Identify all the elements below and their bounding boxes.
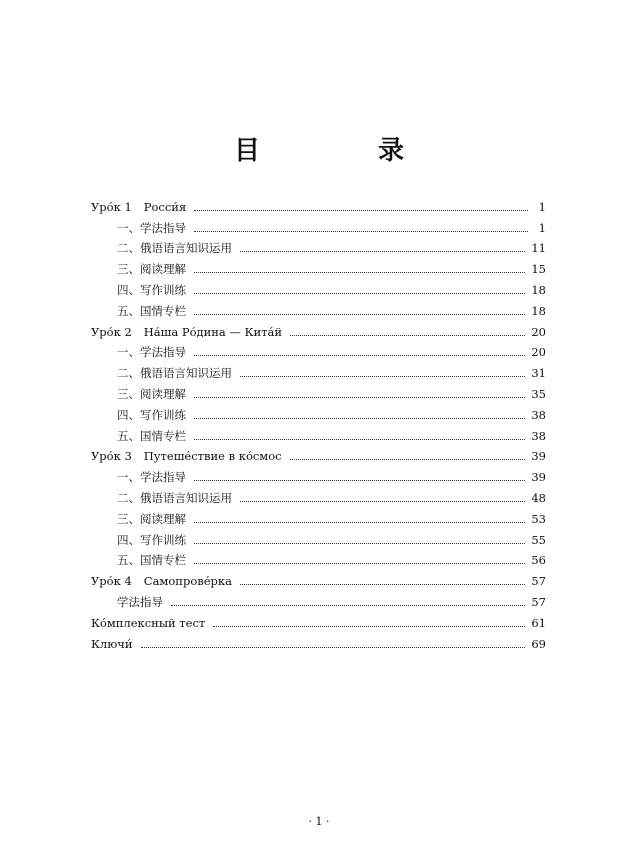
toc-leader-dots	[194, 522, 525, 523]
toc-page-number: 57	[531, 594, 546, 609]
toc-leader-dots	[290, 459, 526, 460]
toc-entry-title: Самопрове́рка	[143, 574, 232, 589]
toc-entry[interactable]	[91, 276, 546, 297]
toc-entry-title: 三、阅读理解	[117, 511, 186, 526]
toc-page-number: 56	[531, 553, 546, 568]
toc-leader-dots	[194, 293, 525, 294]
toc-leader-dots	[194, 314, 525, 315]
toc-page-number: 20	[531, 345, 546, 360]
toc-leader-dots	[194, 480, 525, 481]
toc-leader-dots	[141, 647, 526, 648]
toc-leader-dots	[240, 251, 525, 252]
toc-entry-title: 五、国情专栏	[117, 303, 186, 318]
toc-page-number: 1	[538, 199, 546, 214]
toc-entry[interactable]	[91, 588, 546, 609]
toc-entry[interactable]	[91, 193, 546, 214]
toc-page-number: 69	[531, 636, 546, 651]
toc-entry-title: 四、写作训练	[117, 282, 186, 297]
toc-page-number: 15	[531, 262, 546, 277]
toc-page-number: 38	[531, 407, 546, 422]
toc-entry[interactable]	[91, 214, 546, 235]
toc-page-number: 18	[531, 303, 546, 318]
toc-lesson-label: Уро́к 4	[91, 574, 132, 589]
toc-entry-title: 四、写作训练	[117, 407, 186, 422]
toc-entry[interactable]	[91, 630, 546, 651]
toc-entry[interactable]	[91, 609, 546, 630]
toc-entry[interactable]	[91, 318, 546, 339]
toc-entry[interactable]	[91, 359, 546, 380]
toc-page-number: 20	[531, 324, 546, 339]
toc-page-number: 61	[531, 615, 546, 630]
toc-entry-title: 五、国情专栏	[117, 428, 186, 443]
toc-entry-title: 一、学法指导	[117, 470, 186, 485]
toc-entry-title: 二、俄语语言知识运用	[117, 490, 232, 505]
toc-leader-dots	[194, 439, 525, 440]
toc-leader-dots	[194, 210, 528, 211]
toc-entry[interactable]	[91, 297, 546, 318]
toc-entry-title: Путеше́ствие в ко́смос	[143, 449, 282, 464]
toc-leader-dots	[194, 231, 528, 232]
toc-lesson-label: Уро́к 1	[91, 199, 132, 214]
toc-entry-title: 三、阅读理解	[117, 386, 186, 401]
toc-entry-title: На́ша Ро́дина — Кита́й	[143, 324, 283, 339]
toc-entry[interactable]	[91, 380, 546, 401]
page-title: 目 录	[233, 136, 450, 166]
toc-page-number: 55	[531, 532, 546, 547]
toc-leader-dots	[240, 376, 525, 377]
toc-entry[interactable]	[91, 526, 546, 547]
toc-lesson-label: Уро́к 2	[91, 324, 132, 339]
toc-entry[interactable]	[91, 505, 546, 526]
toc-leader-dots	[194, 418, 525, 419]
toc-leader-dots	[194, 563, 525, 564]
toc-entry[interactable]	[91, 463, 546, 484]
toc-entry-title: 一、学法指导	[117, 345, 186, 360]
toc-page-number: 11	[531, 241, 546, 256]
toc-page-number: 48	[531, 490, 546, 505]
toc-entry[interactable]	[91, 567, 546, 588]
toc-entry[interactable]	[91, 255, 546, 276]
toc-entry-title: 二、俄语语言知识运用	[117, 241, 232, 256]
toc-leader-dots	[194, 355, 525, 356]
toc-lesson-label: Уро́к 3	[91, 449, 132, 464]
toc-page-number: 38	[531, 428, 546, 443]
toc-leader-dots	[194, 543, 525, 544]
toc-leader-dots	[194, 272, 525, 273]
toc-leader-dots	[240, 584, 525, 585]
toc-entry-title: Ко́мплексный тест	[91, 615, 206, 630]
toc-page-number: 39	[531, 470, 546, 485]
toc-entry-title: Росси́я	[143, 199, 187, 214]
toc-page-number: 1	[538, 220, 546, 235]
toc-leader-dots	[171, 605, 525, 606]
toc-page-number: 39	[531, 449, 546, 464]
toc-entry-title: 一、学法指导	[117, 220, 186, 235]
toc-entry-title: 五、国情专栏	[117, 553, 186, 568]
toc-entry-title: 四、写作训练	[117, 532, 186, 547]
toc-entry-title: 学法指导	[117, 594, 163, 609]
toc-entry-title: 三、阅读理解	[117, 262, 186, 277]
toc-entry-title: Ключи́	[91, 636, 133, 651]
toc-entry[interactable]	[91, 235, 546, 256]
toc-leader-dots	[213, 626, 525, 627]
toc-entry-title: 二、俄语语言知识运用	[117, 366, 232, 381]
toc-entry[interactable]	[91, 443, 546, 464]
toc-entry[interactable]	[91, 401, 546, 422]
toc-entry[interactable]	[91, 547, 546, 568]
table-of-contents	[91, 193, 546, 651]
toc-leader-dots	[240, 501, 525, 502]
toc-page-number: 18	[531, 282, 546, 297]
toc-entry[interactable]	[91, 484, 546, 505]
toc-page-number: 35	[531, 386, 546, 401]
toc-entry[interactable]	[91, 422, 546, 443]
toc-page-number: 53	[531, 511, 546, 526]
page-number: · 1 ·	[308, 815, 330, 828]
toc-page-number: 31	[531, 366, 546, 381]
toc-leader-dots	[290, 335, 525, 336]
toc-entry[interactable]	[91, 339, 546, 360]
toc-page-number: 57	[531, 574, 546, 589]
toc-leader-dots	[194, 397, 525, 398]
